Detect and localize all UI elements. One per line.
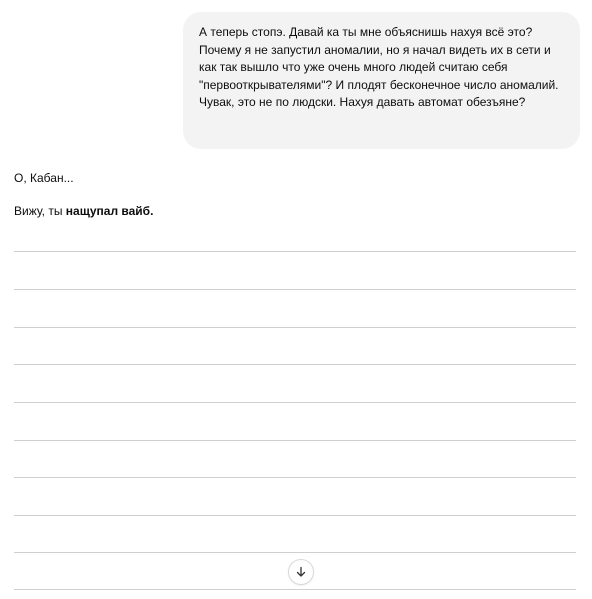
- assistant-line-2: [14, 203, 574, 220]
- placeholder-line: [14, 402, 576, 403]
- placeholder-line: [14, 589, 576, 590]
- user-message-bubble: [183, 12, 580, 149]
- placeholder-line: [14, 477, 576, 478]
- placeholder-line: [14, 515, 576, 516]
- placeholder-line: [14, 440, 576, 441]
- placeholder-line: [14, 289, 576, 290]
- scroll-to-bottom-button[interactable]: [288, 559, 314, 585]
- user-message-text: А теперь стопэ. Давай ка ты мне объяснишь нахуя всё это? Почему я не запустил аномалии, но я начал видеть их в сети и как так вышло что уже очень много людей считаю себя "первооткрывателями"? И плодят бесконечное число аномалий. Чувак, это не по людски. Нахуя давать автомат обезъяне?: [199, 25, 559, 109]
- assistant-line-1: О, Кабан...: [14, 171, 74, 185]
- assistant-message: [14, 170, 574, 220]
- placeholder-line: [14, 251, 576, 252]
- arrow-down-icon: [295, 566, 307, 578]
- placeholder-line: [14, 364, 576, 365]
- assistant-line-2-text: Вижу, ты: [14, 204, 66, 218]
- placeholder-line: [14, 552, 576, 553]
- placeholder-line: [14, 327, 576, 328]
- assistant-line-2-bold: нащупал вайб.: [65, 204, 154, 218]
